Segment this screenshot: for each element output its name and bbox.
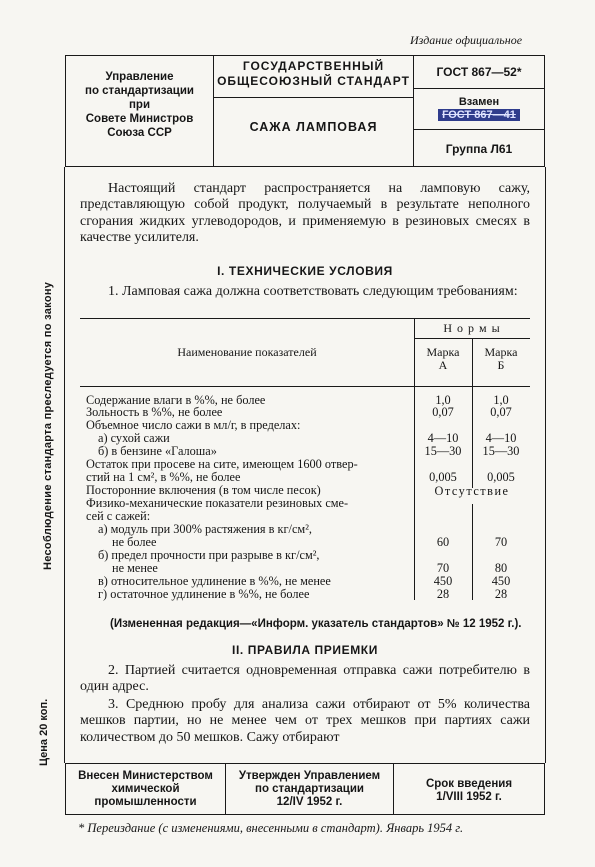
table-row-label: а) модуль при 300% растяжения в кг/см², xyxy=(98,523,312,536)
column-header-grade-a xyxy=(414,346,472,372)
table-rule xyxy=(80,318,530,319)
gost-number: ГОСТ 867—52* xyxy=(414,56,544,89)
value-grade-a: 450 xyxy=(433,574,453,588)
footer-line: Утвержден Управлением xyxy=(238,770,381,782)
value-grade-b: 450 xyxy=(491,574,511,588)
agency-line: Совете Министров xyxy=(85,113,194,125)
footer-line: Внесен Министерством xyxy=(78,770,213,782)
law-notice: Несоблюдение стандарта преследуется по закону xyxy=(42,281,54,570)
product-title: САЖА ЛАМПОВАЯ xyxy=(249,120,378,134)
replaces-label: Взамен xyxy=(458,96,500,108)
footer-effective xyxy=(394,764,544,814)
grade-label: Марка xyxy=(484,345,518,359)
replaces-block xyxy=(414,88,544,130)
section-paragraph: 1. Ламповая сажа должна соответствовать следующим требованиям: xyxy=(108,284,518,299)
footer-line: по стандартизации xyxy=(255,783,364,795)
value-grade-a: 0,005 xyxy=(429,470,457,484)
right-border xyxy=(545,167,546,763)
title-column xyxy=(214,56,414,166)
table-row-label: Зольность в %%, не более xyxy=(86,406,223,419)
column-header-norms: Н о р м ы xyxy=(443,321,501,335)
value-grade-a: 1,0 xyxy=(435,393,451,407)
left-border xyxy=(64,167,65,763)
value-grade-b: 15—30 xyxy=(482,444,520,458)
table-row-label: сей с сажей: xyxy=(86,510,151,523)
group-code: Группа Л61 xyxy=(445,142,513,156)
standard-footer xyxy=(65,763,545,815)
standard-type-line: ОБЩЕСОЮЗНЫЙ СТАНДАРТ xyxy=(217,74,410,88)
value-grade-a: 70 xyxy=(436,561,450,575)
table-rule xyxy=(80,386,530,387)
standard-header xyxy=(65,55,545,167)
table-row-label: в) относительное удлинение в %%, не менее xyxy=(98,575,331,588)
value-grade-a: 0,07 xyxy=(432,405,454,419)
grade-letter: Б xyxy=(497,358,505,372)
number-column xyxy=(414,56,544,166)
standard-type-line: ГОСУДАРСТВЕННЫЙ xyxy=(242,59,385,73)
footer-line: 1/VIII 1952 г. xyxy=(436,791,502,803)
section-title: II. ПРАВИЛА ПРИЕМКИ xyxy=(232,643,378,657)
footer-line: промышленности xyxy=(94,796,197,808)
value-grade-a: 60 xyxy=(436,535,450,549)
grade-label: Марка xyxy=(426,345,460,359)
table-row-label: г) остаточное удлинение в %%, не более xyxy=(98,588,310,601)
reissue-note: * Переиздание (с изменениями, внесенными в стандарт). Январь 1954 г. xyxy=(78,821,464,835)
agency-line: Управление xyxy=(105,71,174,83)
table-row-label: б) предел прочности при разрыве в кг/см², xyxy=(98,549,320,562)
value-grade-b: 1,0 xyxy=(493,393,509,407)
agency-line: при xyxy=(128,99,151,111)
table-row-label: Содержание влаги в %%, не более xyxy=(86,394,266,407)
table-row-label: а) сухой сажи xyxy=(98,432,170,445)
footer-line: химической xyxy=(111,783,180,795)
value-grade-b: 28 xyxy=(494,587,508,601)
footer-line: 12/IV 1952 г. xyxy=(276,796,343,808)
table-row-label: Физико-механические показатели резиновых сме- xyxy=(86,497,349,510)
agency-line: по стандартизации xyxy=(85,85,194,97)
section-paragraph: 3. Среднюю пробу для анализа сажи отбирают от 5% количества мешков партии, но не менее чем от трех мешков при партиях сажи количеством до 50 мешков. Сажу отбирают xyxy=(80,697,530,745)
replaces-value: ГОСТ 867—41 xyxy=(438,109,520,121)
value-grade-b: 4—10 xyxy=(485,431,517,445)
table-row-label: Посторонние включения (в том числе песок) xyxy=(86,484,321,497)
price-label: Цена 20 коп. xyxy=(38,698,50,766)
requirements-table xyxy=(80,318,530,600)
grade-letter: А xyxy=(438,358,448,372)
table-row-label: б) в бензине «Галоша» xyxy=(98,445,217,458)
table-row-label: не более xyxy=(112,536,157,549)
table-row-label: Объемное число сажи в мл/г, в пределах: xyxy=(86,419,301,432)
footer-approved xyxy=(226,764,394,814)
table-row-label: Остаток при просеве на сите, имеющем 1600 отвер- xyxy=(86,458,358,471)
agency-name xyxy=(66,70,213,140)
agency-line: Союза ССР xyxy=(107,127,172,139)
amendment-note: (Измененная редакция—«Информ. указатель стандартов» № 12 1952 г.). xyxy=(110,618,522,630)
value-absent: Отсутствие xyxy=(434,484,510,498)
value-grade-a: 28 xyxy=(436,587,450,601)
edition-label: Издание официальное xyxy=(410,33,523,47)
section-title: I. ТЕХНИЧЕСКИЕ УСЛОВИЯ xyxy=(217,264,393,278)
section-paragraph: 2. Партией считается одновременная отправка сажи потребителю в один адрес. xyxy=(80,663,530,695)
value-grade-b: 0,005 xyxy=(487,470,515,484)
value-grade-b: 70 xyxy=(494,535,508,549)
footer-line: Срок введения xyxy=(425,778,513,790)
value-grade-b: 0,07 xyxy=(490,405,512,419)
intro-paragraph: Настоящий стандарт распространяется на ламповую сажу, представляющую собой продукт, получаемый в результате неполного сгорания жидких углеводородов, и применяемую в резиновых смесях в качестве усилителя. xyxy=(80,181,530,246)
table-row-label: стий на 1 см², в %%, не более xyxy=(86,471,241,484)
column-header-name: Наименование показателей xyxy=(177,345,317,359)
value-grade-a: 15—30 xyxy=(424,444,462,458)
value-grade-b: 80 xyxy=(494,561,508,575)
agency-column xyxy=(66,56,214,166)
table-row-label: не менее xyxy=(112,562,158,575)
column-header-grade-b xyxy=(472,346,530,372)
footer-introduced xyxy=(66,764,226,814)
standard-type xyxy=(214,56,413,98)
value-grade-a: 4—10 xyxy=(427,431,459,445)
